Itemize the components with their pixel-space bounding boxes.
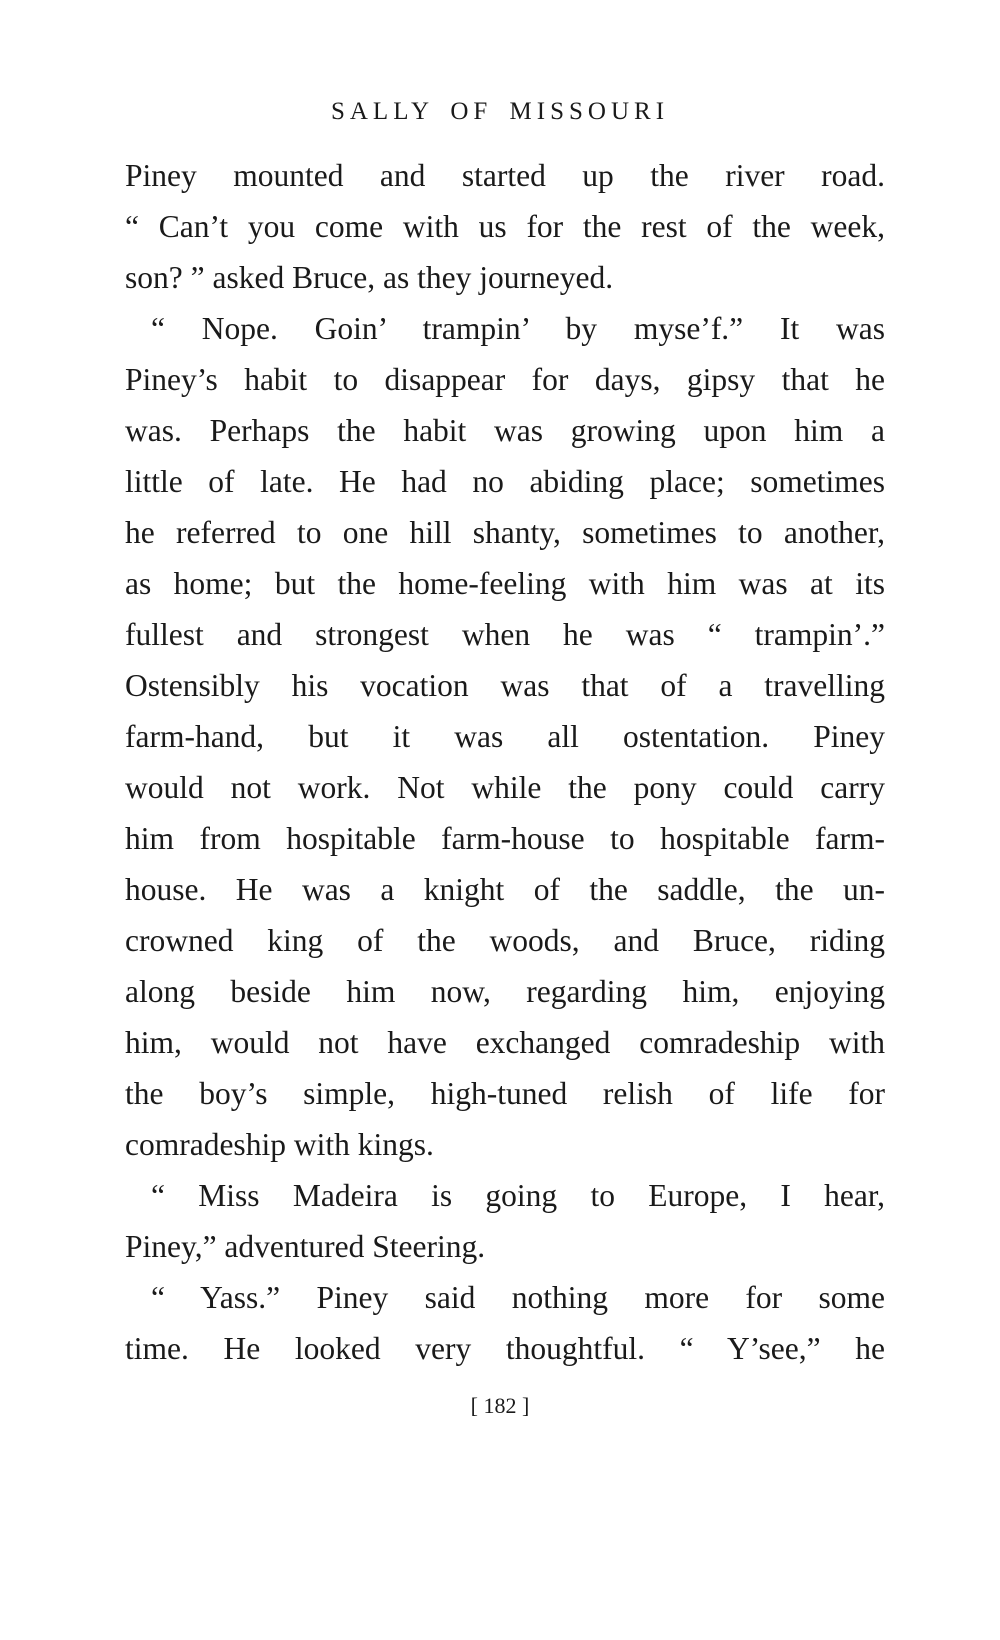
text-line: was. Perhaps the habit was growing upon him a (125, 413, 885, 448)
text-line: along beside him now, regarding him, enjoying (125, 974, 885, 1009)
text-line: crowned king of the woods, and Bruce, riding (125, 923, 885, 958)
text-line: the boy’s simple, high-tuned relish of life for (125, 1076, 885, 1111)
text-line: Ostensibly his vocation was that of a travelling (125, 668, 885, 703)
text-line: “ Yass.” Piney said nothing more for some (151, 1280, 885, 1315)
text-line: him, would not have exchanged comradeship with (125, 1025, 885, 1060)
text-line: he referred to one hill shanty, sometimes to another, (125, 515, 885, 550)
text-line: “ Miss Madeira is going to Europe, I hear, (151, 1178, 885, 1213)
text-line: farm-hand, but it was all ostentation. Piney (125, 719, 885, 754)
page-number: [ 182 ] (470, 1393, 530, 1418)
text-line: house. He was a knight of the saddle, the un- (125, 872, 885, 907)
text-line: “ Nope. Goin’ trampin’ by myse’f.” It was (151, 311, 885, 346)
text-line: Piney,” adventured Steering. (125, 1229, 486, 1264)
text-line: time. He looked very thoughtful. “ Y’see,” he (125, 1331, 885, 1366)
text-line: comradeship with kings. (125, 1127, 434, 1162)
body-text (125, 150, 885, 1374)
text-line: as home; but the home-feeling with him was at its (125, 566, 885, 601)
text-line: little of late. He had no abiding place; sometimes (125, 464, 885, 499)
text-line: Piney mounted and started up the river road. (125, 158, 885, 193)
text-line: him from hospitable farm-house to hospitable farm- (125, 821, 885, 856)
running-title: SALLY OF MISSOURI (330, 98, 670, 125)
text-line: Piney’s habit to disappear for days, gipsy that he (125, 362, 885, 397)
text-line: son? ” asked Bruce, as they journeyed. (125, 260, 614, 295)
text-line: would not work. Not while the pony could carry (125, 770, 885, 805)
text-line: fullest and strongest when he was “ trampin’.” (125, 617, 885, 652)
text-line: “ Can’t you come with us for the rest of the week, (125, 209, 885, 244)
